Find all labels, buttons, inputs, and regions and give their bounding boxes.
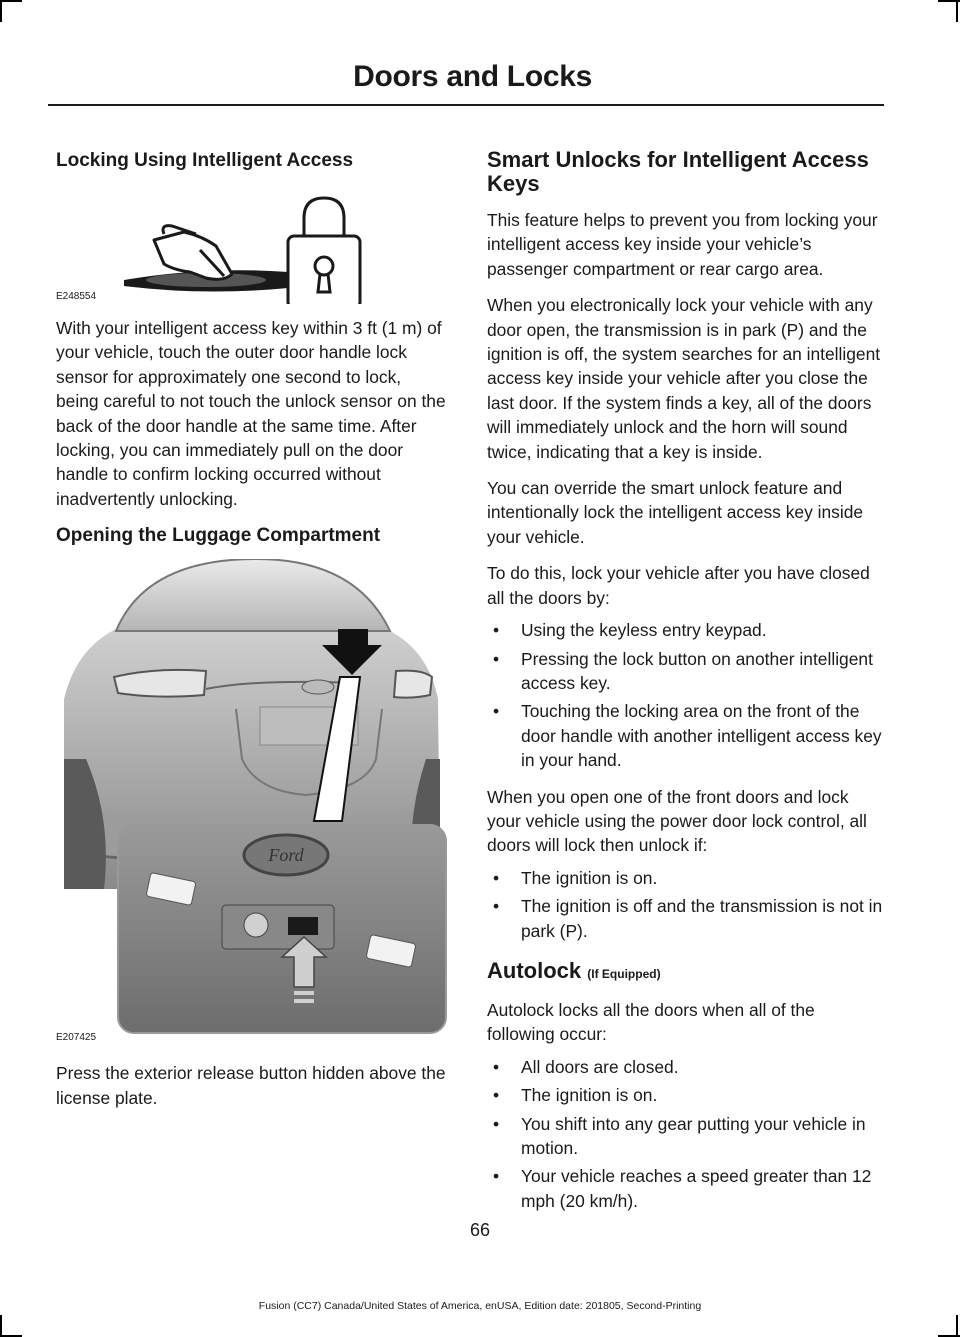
detail-inset bbox=[118, 825, 446, 1033]
crop-mark bbox=[0, 0, 22, 2]
section-heading-smart-unlocks: Smart Unlocks for Intelligent Access Keys bbox=[487, 147, 869, 196]
header-divider bbox=[48, 104, 884, 106]
left-column bbox=[56, 140, 448, 1110]
section-heading-intelligent-access: Locking Using Intelligent Access bbox=[56, 150, 354, 171]
paragraph: With your intelligent access key within 3 ft (1 m) of your vehicle, touch the outer door handle lock sensor for approximately one second to lock, being careful to not touch the unlock sensor on the back of the door handle at the same time. After locking, you can immediately pull on the door handle to confirm locking occurred without inadvertently unlocking. bbox=[56, 318, 446, 509]
crop-mark bbox=[956, 0, 958, 22]
paragraph: This feature helps to prevent you from locking your intelligent access key inside your vehicle’s passenger compartment or rear cargo area. bbox=[487, 210, 878, 279]
list-item: • Your vehicle reaches a speed greater than 12 mph (20 km/h). bbox=[487, 1164, 883, 1213]
bullet-list bbox=[487, 866, 883, 943]
if-equipped-note: (If Equipped) bbox=[587, 966, 661, 981]
list-item: • You shift into any gear putting your vehicle in motion. bbox=[487, 1112, 883, 1161]
section-heading-luggage: Opening the Luggage Compartment bbox=[56, 525, 381, 547]
figure-luggage-release bbox=[56, 559, 448, 1045]
luggage-release-illustration bbox=[56, 559, 448, 1045]
tail-light-left bbox=[114, 670, 206, 697]
paragraph: When you open one of the front doors and lock your vehicle using the power door lock control, all doors will lock then unlock if: bbox=[487, 786, 867, 856]
bullet-list bbox=[487, 618, 883, 772]
list-item: • The ignition is off and the transmission is not in park (P). bbox=[487, 894, 883, 943]
bullet-list bbox=[487, 1055, 883, 1213]
paragraph: When you electronically lock your vehicle with any door open, the transmission is in park (P) and the ignition is off, the system searches for an intelligent access key inside your vehicle after you close the last door. If the system finds a key, all of the doors will immediately unlock and the horn will sound twice, indicating that a key is inside. bbox=[487, 295, 881, 462]
paragraph: Press the exterior release button hidden above the license plate. bbox=[56, 1063, 446, 1108]
list-item: • The ignition is on. bbox=[487, 1083, 883, 1107]
figure-touch-lock bbox=[56, 184, 448, 304]
paragraph: You can override the smart unlock feature and intentionally lock the intelligent access key inside your vehicle. bbox=[487, 478, 864, 547]
page-number: 66 bbox=[469, 1220, 491, 1240]
padlock-icon bbox=[288, 198, 360, 304]
right-column bbox=[487, 140, 883, 1217]
page-title: Doors and Locks bbox=[353, 60, 592, 93]
release-button bbox=[288, 917, 318, 935]
list-item: • The ignition is on. bbox=[487, 866, 883, 890]
list-item: • Pressing the lock button on another intelligent access key. bbox=[487, 647, 883, 696]
list-item: • Touching the locking area on the front of the door handle with another intelligent access key in your hand. bbox=[487, 699, 883, 772]
crop-mark bbox=[0, 1315, 2, 1337]
paragraph: Autolock locks all the doors when all of the following occur: bbox=[487, 999, 815, 1045]
footer-text: Fusion (CC7) Canada/United States of America, enUSA, Edition date: 201805, Second-Printing bbox=[258, 1300, 702, 1312]
list-item: • Using the keyless entry keypad. bbox=[487, 618, 883, 642]
paragraph: To do this, lock your vehicle after you have closed all the doors by: bbox=[487, 563, 870, 608]
list-item: • All doors are closed. bbox=[487, 1055, 883, 1079]
figure-label: E207425 bbox=[56, 1032, 97, 1044]
crop-mark bbox=[0, 0, 2, 22]
section-heading-autolock bbox=[487, 959, 883, 986]
figure-label: E248554 bbox=[56, 291, 97, 302]
crop-mark bbox=[956, 1315, 958, 1337]
autolock-title: Autolock bbox=[487, 957, 582, 983]
tail-light-right bbox=[394, 671, 432, 698]
crop-mark bbox=[938, 0, 960, 2]
touch-lock-illustration bbox=[56, 184, 448, 304]
svg-text:Ford: Ford bbox=[268, 845, 304, 866]
rear-window bbox=[116, 559, 390, 631]
